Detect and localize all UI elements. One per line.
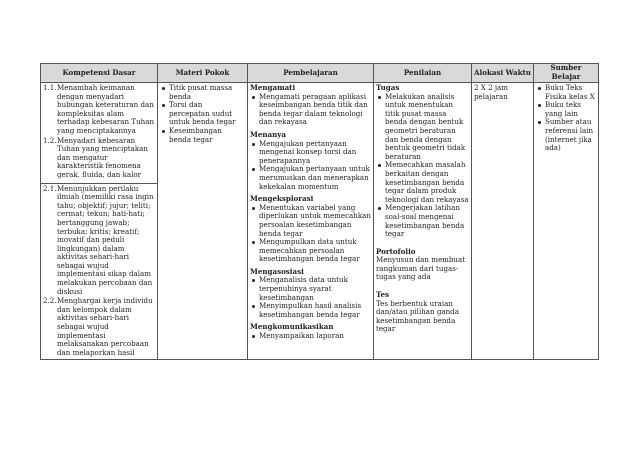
content-row: [41, 83, 599, 360]
kompetensi-dasar-cell: [41, 83, 158, 360]
section-title: Menanya: [250, 129, 286, 139]
kd-list-bottom: [43, 185, 155, 358]
header-pembelajaran: Pembelajaran: [248, 64, 374, 83]
kd-list-top: [43, 84, 155, 180]
materi-pokok-cell: [158, 83, 248, 360]
section-title: Mengkomunikasikan: [250, 322, 334, 332]
kd-item: 1.1. Menambah keimanan dengan menyadari hubungan keteraturan dan kompleksitas alam terhadap kebesaran Tuhan yang menciptakannya: [43, 83, 155, 135]
header-row: [41, 64, 599, 83]
header-penilaian: Penilaian: [374, 64, 472, 83]
pembelajaran-list: [250, 93, 371, 127]
section-title: Portofolio: [376, 246, 416, 256]
pembelajaran-item: Mengumpulkan data untuk memecahkan persoalan kesetimbangan benda tegar: [259, 238, 371, 264]
kd-divider: [41, 183, 157, 358]
pembelajaran-item: Mengajukan pertanyaan untuk merumuskan dan menerapkan kekekalan momentum: [259, 164, 370, 191]
alokasi-waktu-cell: [472, 83, 534, 360]
kd-item: 2.2. Menghargai kerja individu dan kelompok dalam aktivitas sehari-hari sebagai wujud implementasi melaksanakan percobaan dan melaporkan hasil: [43, 296, 153, 357]
pembelajaran-list: [250, 204, 371, 264]
materi-item: Keseimbangan benda tegar: [169, 127, 245, 144]
pembelajaran-list: [250, 140, 371, 192]
pembelajaran-item: Menyampaikan laporan: [259, 332, 371, 341]
pembelajaran-cell: [248, 83, 374, 360]
materi-list: [160, 84, 245, 144]
header-kompetensi-dasar: Kompetensi Dasar: [41, 64, 158, 83]
sumber-item: Buku Teks Fisika kelas X: [545, 83, 595, 101]
header-sumber-belajar: Sumber Belajar: [534, 64, 599, 83]
pembelajaran-item: Menentukan variabel yang diperlukan untuk memecahkan persoalan kesetimbangan benda tegar: [259, 202, 371, 238]
sumber-item: Sumber atau referensi lain (internet jika ada): [545, 118, 596, 152]
pembelajaran-item: Menyimpulkan hasil analisis kesetimbangan benda tegar: [259, 302, 371, 319]
sumber-list: [536, 84, 596, 153]
section-title: Mengasosiasi: [250, 266, 304, 276]
sumber-belajar-cell: [534, 83, 599, 360]
tugas-list: [376, 93, 469, 239]
tes-text: Tes berbentuk uraian dan/atau pilihan ganda kesetimbangan benda tegar: [376, 298, 459, 334]
tugas-item: Memecahkan masalah berkaitan dengan kesetimbangan benda tegar dalam produk teknologi dan rekayasa: [385, 160, 469, 204]
materi-item: Torsi dan percepatan sudut untuk benda tegar: [169, 101, 245, 127]
section-title: Tes: [376, 290, 389, 300]
penilaian-cell: [374, 83, 472, 360]
header-alokasi-waktu: Alokasi Waktu: [472, 64, 534, 83]
tugas-item: Melakukan analisis untuk menentukan titik pusat massa benda dengan bentuk geometri beraturan dan benda dengan bentuk geometri tidak beraturan: [385, 93, 469, 162]
pembelajaran-list: [250, 276, 371, 319]
portofolio-text: Menyusun dan membuat rangkuman dari tugas-tugas yang ada: [376, 255, 466, 282]
pembelajaran-item: Mengamati peragaan aplikasi keseimbangan benda titik dan benda tegar dalam teknologi dan rekayasa: [259, 93, 371, 127]
sumber-item: Buku teks yang lain: [545, 101, 596, 118]
tugas-item: Mengerjakan latihan soal-soal mengenai kesetimbangan benda tegar: [385, 204, 469, 238]
section-title: Mengeksplorasi: [250, 194, 314, 204]
kd-item: 1.2. Menyadari kebesaran Tuhan yang menciptakan dan mengatur karakteristik fenomena gerak, fluida, dan kalor: [43, 135, 148, 179]
pembelajaran-list: [250, 332, 371, 341]
syllabus-table: [40, 63, 599, 360]
materi-item: Titik pusat massa benda: [169, 84, 245, 101]
section-title: Mengamati: [250, 83, 296, 92]
pembelajaran-item: Menganalisis data untuk terpenuhinya syarat kesetimbangan: [259, 276, 371, 302]
section-title: Tugas: [376, 83, 400, 92]
header-materi-pokok: Materi Pokok: [158, 64, 248, 83]
alokasi-text: 2 X 2 jam pelajaran: [474, 83, 508, 101]
pembelajaran-item: Mengajukan pertanyaan mengenai konsep torsi dan penerapannya: [259, 140, 371, 166]
kd-item: 2.1. Menunjukkan perilaku ilmiah (memiliki rasa ingin tahu; objektif; jujur; teliti; cermat; tekun; hati-hati; bertanggung jawab; terbuka; kritis; kreatif; inovatif dan peduli lingkungan) dalam aktivitas sehari-hari sebagai wujud implementasi sikap dalam melakukan percobaan dan diskusi: [43, 183, 154, 296]
